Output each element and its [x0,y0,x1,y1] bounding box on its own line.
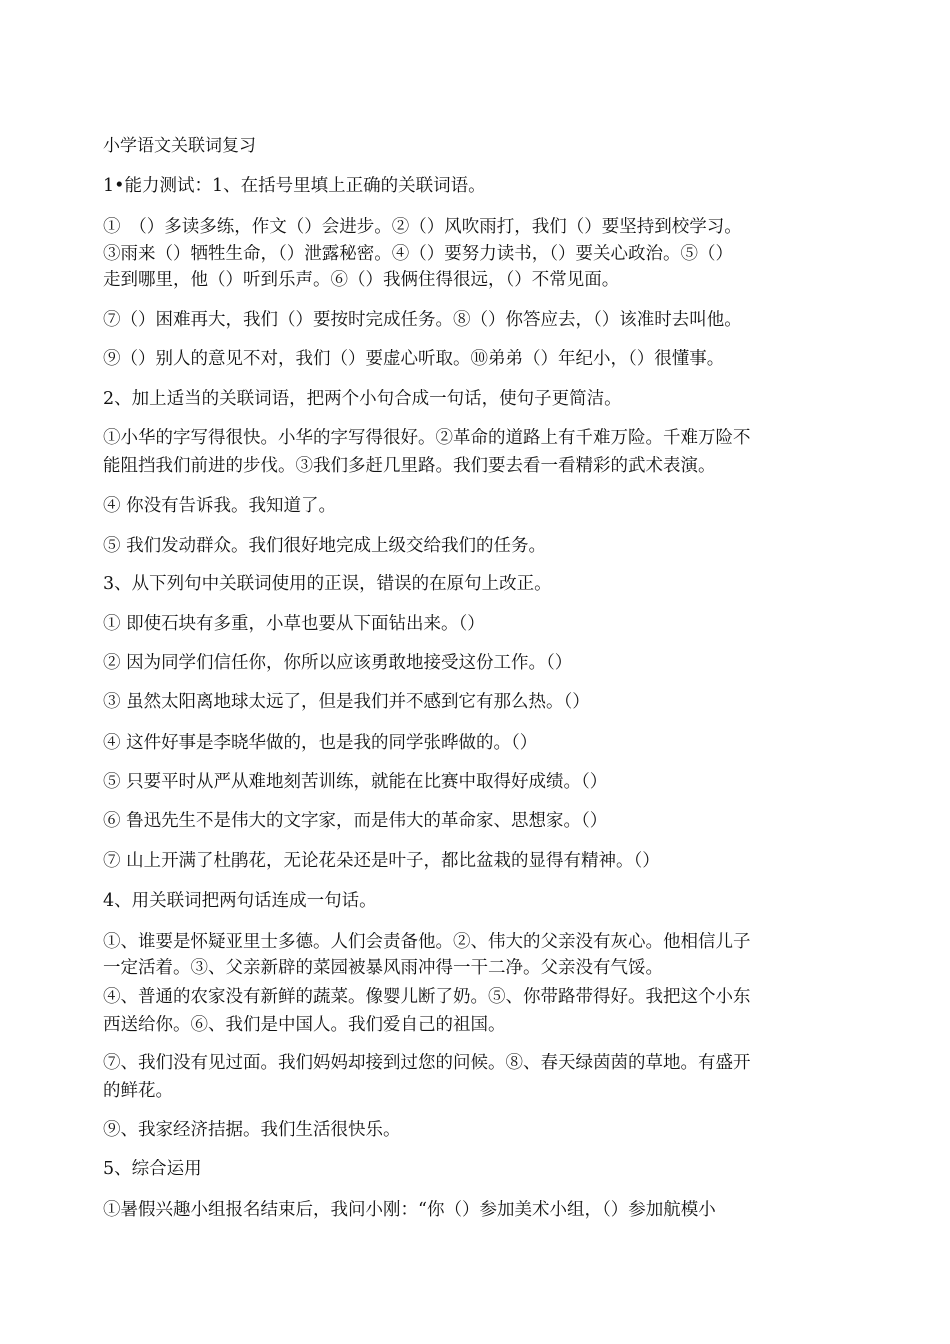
section-3-heading: 3、从下列句中关联词使用的正误，错误的在原句上改正。 [103,574,552,594]
text-line: ④ 你没有告诉我。我知道了。 [103,496,337,516]
text-line: ⑦ 山上开满了杜鹃花，无论花朵还是叶子，都比盆栽的显得有精神。（） [103,851,660,871]
document-title: 小学语文关联词复习 [103,136,256,156]
text-line: 能阻挡我们前进的步伐。③我们多赶几里路。我们要去看一看精彩的武术表演。 [103,456,716,476]
section-2-heading: 2、加上适当的关联词语，把两个小句合成一句话，使句子更简洁。 [103,389,622,409]
text-line: ⑦、我们没有见过面。我们妈妈却接到过您的问候。⑧、春天绿茵茵的草地。有盛开 [103,1053,751,1073]
section-4-heading: 4、用关联词把两句话连成一句话。 [103,891,377,911]
text-line: ①小华的字写得很快。小华的字写得很好。②革命的道路上有千难万险。千难万险不 [103,428,751,448]
text-line: 的鲜花。 [103,1081,173,1101]
text-line: ③雨来（）牺牲生命，（）泄露秘密。④（）要努力读书，（）要关心政治。⑤（） [103,244,733,264]
text-line: ⑤ 只要平时从严从难地刻苦训练，就能在比赛中取得好成绩。（） [103,772,608,792]
text-line: ①暑假兴趣小组报名结束后，我问小刚：“你（）参加美术小组，（）参加航模小 [103,1200,716,1220]
text-line: ⑥ 鲁迅先生不是伟大的文字家，而是伟大的革命家、思想家。（） [103,811,608,831]
text-line: ⑨（）别人的意见不对，我们（）要虚心听取。⑩弟弟（）年纪小，（）很懂事。 [103,349,725,369]
text-line: ② 因为同学们信任你，你所以应该勇敢地接受这份工作。（） [103,653,573,673]
text-line: ⑦（）困难再大，我们（）要按时完成任务。⑧（）你答应去，（）该准时去叫他。 [103,310,742,330]
text-line: 走到哪里，他（）听到乐声。⑥（）我俩住得很远，（）不常见面。 [103,270,620,290]
text-line: ①、谁要是怀疑亚里士多德。人们会责备他。②、伟大的父亲没有灰心。他相信儿子 [103,932,751,952]
text-line: 一定活着。③、父亲新辟的菜园被暴风雨冲得一干二净。父亲没有气馁。 [103,958,663,978]
text-line: ③ 虽然太阳离地球太远了，但是我们并不感到它有那么热。（） [103,692,590,712]
text-line: ⑨、我家经济拮据。我们生活很快乐。 [103,1120,401,1140]
text-line: ④ 这件好事是李晓华做的，也是我的同学张晔做的。（） [103,733,538,753]
text-line: ① 即使石块有多重，小草也要从下面钻出来。（） [103,614,485,634]
text-line: 西送给你。⑥、我们是中国人。我们爱自己的祖国。 [103,1015,506,1035]
text-line: ④、普通的农家没有新鲜的蔬菜。像婴儿断了奶。⑤、你带路带得好。我把这个小东 [103,987,751,1007]
section-5-heading: 5、综合运用 [103,1159,202,1179]
section-1-heading: 1•能力测试：1、在括号里填上正确的关联词语。 [103,176,486,196]
text-line: ⑤ 我们发动群众。我们很好地完成上级交给我们的任务。 [103,536,547,556]
text-line: ① （）多读多练，作文（）会进步。②（）风吹雨打，我们（）要坚持到校学习。 [103,217,742,237]
